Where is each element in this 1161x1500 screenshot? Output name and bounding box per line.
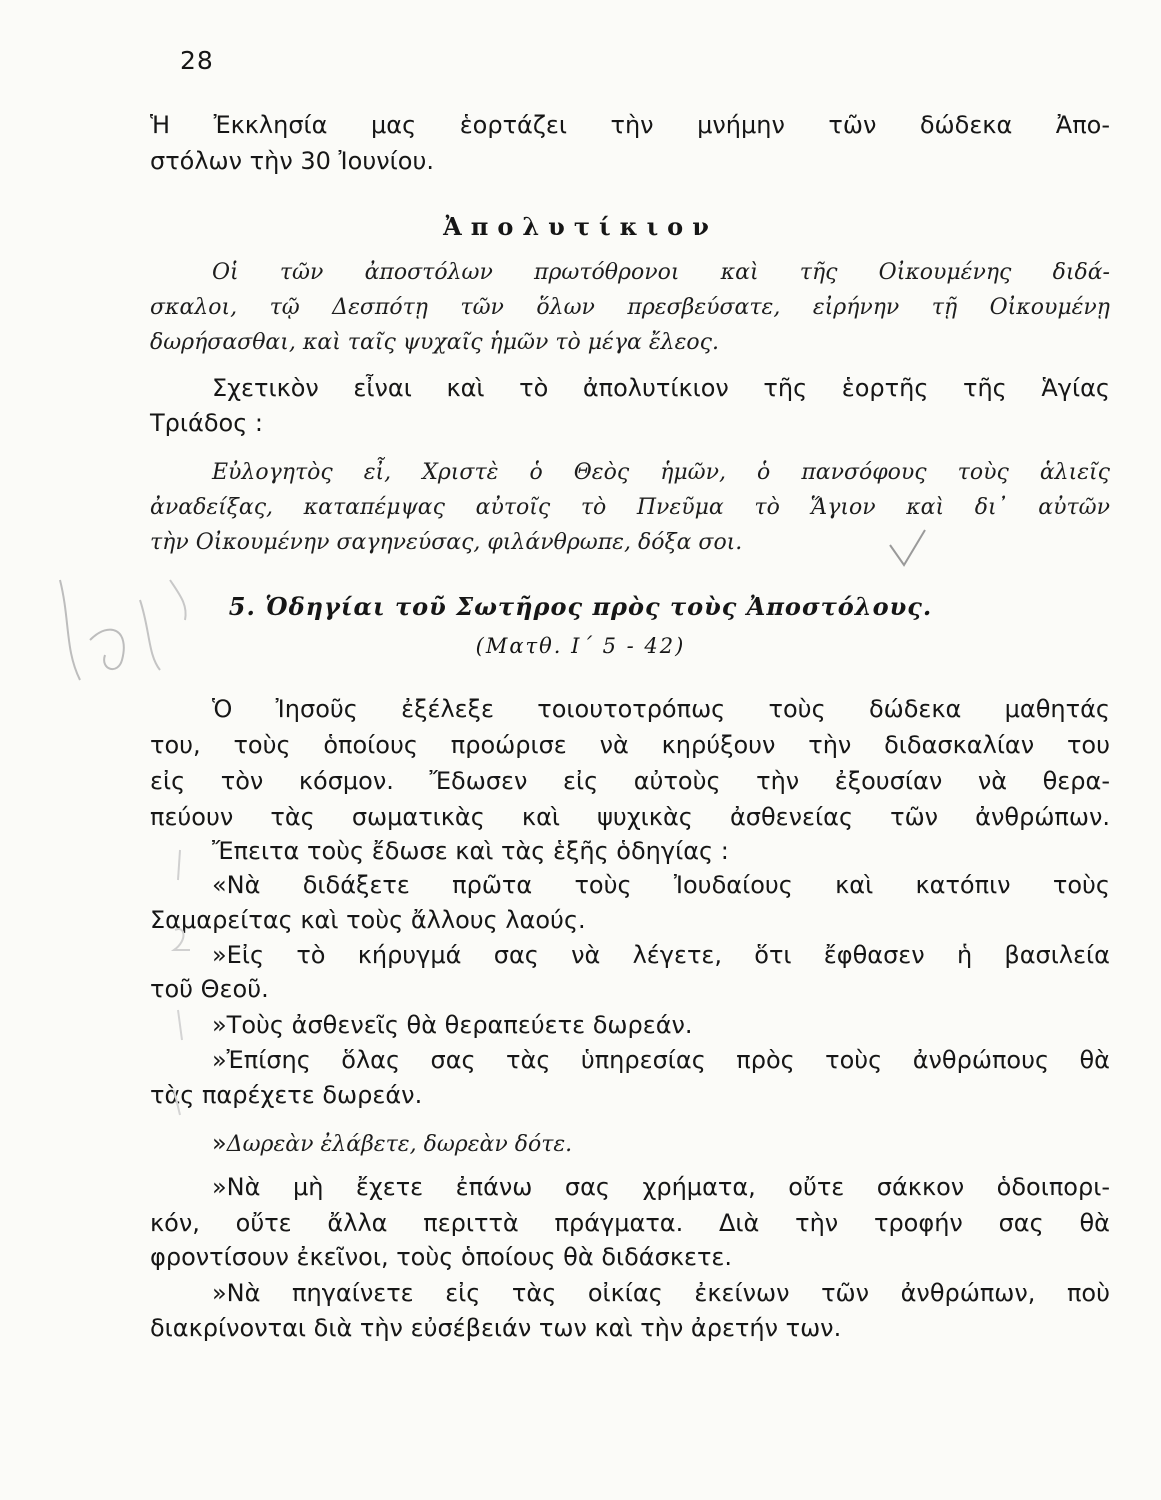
page-number: 28 <box>180 46 214 75</box>
body-line-14: »Νὰ μὴ ἔχετε ἐπάνω σας χρήματα, οὔτε σάκκον ὁδοιπορι- <box>212 1173 1110 1201</box>
section-reference: (Ματθ. Ι΄ 5 - 42) <box>475 634 686 658</box>
body-line-3: εἰς τὸν κόσμον. Ἔδωσεν εἰς αὐτοὺς τὴν ἐξουσίαν νὰ θερα- <box>150 767 1110 795</box>
apolytikion-line-2: σκαλοι, τῷ Δεσπότῃ τῶν ὅλων πρεσβεύσατε, εἰρήνην τῇ Οἰκουμένῃ <box>150 295 1110 320</box>
body-line-17: »Νὰ πηγαίνετε εἰς τὰς οἰκίας ἐκείνων τῶν ἀνθρώπων, ποὺ <box>212 1279 1110 1307</box>
body-line-5: Ἔπειτα τοὺς ἔδωσε καὶ τὰς ἑξῆς ὁδηγίας : <box>212 837 729 865</box>
body-line-4: πεύουν τὰς σωματικὰς καὶ ψυχικὰς ἀσθενείας τῶν ἀνθρώπων. <box>150 803 1110 831</box>
trinity-hymn-line-1: Εὐλογητὸς εἶ, Χριστὲ ὁ Θεὸς ἡμῶν, ὁ πανσόφους τοὺς ἁλιεῖς <box>212 460 1110 485</box>
apolytikion-line-1: Οἱ τῶν ἀποστόλων πρωτόθρονοι καὶ τῆς Οἰκουμένης διδά- <box>212 260 1110 285</box>
intro-line-1: Ἡ Ἐκκλησία μας ἑορτάζει τὴν μνήμην τῶν δώδεκα Ἀπο- <box>150 111 1110 139</box>
freely-received-quote: Δωρεὰν ἐλάβετε, δωρεὰν δότε. <box>226 1132 573 1157</box>
body-line-13 <box>212 1126 572 1162</box>
body-line-8: »Εἰς τὸ κήρυγμά σας νὰ λέγετε, ὅτι ἔφθασεν ἡ βασιλεία <box>212 941 1110 969</box>
intro-line-2: στόλων τὴν 30 Ἰουνίου. <box>150 147 434 175</box>
body-line-7: Σαμαρείτας καὶ τοὺς ἄλλους λαούς. <box>150 906 586 934</box>
trinity-intro-line-1: Σχετικὸν εἶναι καὶ τὸ ἀπολυτίκιον τῆς ἑορτῆς τῆς Ἁγίας <box>212 374 1110 402</box>
body-line-12: τὰς παρέχετε δωρεάν. <box>150 1081 423 1109</box>
body-line-6: «Νὰ διδάξετε πρῶτα τοὺς Ἰουδαίους καὶ κατόπιν τοὺς <box>212 871 1110 899</box>
apolytikion-line-3: δωρήσασθαι, καὶ ταῖς ψυχαῖς ἡμῶν τὸ μέγα ἔλεος. <box>150 330 719 355</box>
trinity-hymn-line-3: τὴν Οἰκουμένην σαγηνεύσας, φιλάνθρωπε, δόξα σοι. <box>150 530 743 555</box>
body-line-9: τοῦ Θεοῦ. <box>150 975 269 1003</box>
pencil-margin-numbers <box>160 840 210 1120</box>
body-line-15: κόν, οὔτε ἄλλα περιττὰ πράγματα. Διὰ τὴν τροφήν σας θὰ <box>150 1209 1110 1237</box>
body-line-18: διακρίνονται διὰ τὴν εὐσέβειάν των καὶ τὴν ἀρετήν των. <box>150 1314 842 1342</box>
quote-mark: » <box>212 1129 227 1157</box>
section-title: 5. Ὁδηγίαι τοῦ Σωτῆρος πρὸς τοὺς Ἀποστόλους. <box>228 592 933 621</box>
body-line-16: φροντίσουν ἐκεῖνοι, τοὺς ὁποίους θὰ διδάσκετε. <box>150 1243 732 1271</box>
trinity-hymn-line-2: ἀναδείξας, καταπέμψας αὐτοῖς τὸ Πνεῦμα τὸ Ἅγιον καὶ δι᾽ αὐτῶν <box>150 495 1110 520</box>
body-line-10: »Τοὺς ἀσθενεῖς θὰ θεραπεύετε δωρεάν. <box>212 1011 693 1039</box>
pencil-check-mark <box>880 525 940 575</box>
trinity-intro-line-2: Τριάδος : <box>150 409 264 437</box>
pencil-margin-annotation <box>30 560 190 700</box>
body-line-11: »Ἐπίσης ὅλας σας τὰς ὑπηρεσίας πρὸς τοὺς ἀνθρώπους θὰ <box>212 1046 1110 1074</box>
body-line-1: Ὁ Ἰησοῦς ἐξέλεξε τοιουτοτρόπως τοὺς δώδεκα μαθητάς <box>212 695 1110 723</box>
apolytikion-heading: Ἀπολυτίκιον <box>443 212 718 241</box>
body-line-2: του, τοὺς ὁποίους προώρισε νὰ κηρύξουν τὴν διδασκαλίαν του <box>150 731 1110 759</box>
